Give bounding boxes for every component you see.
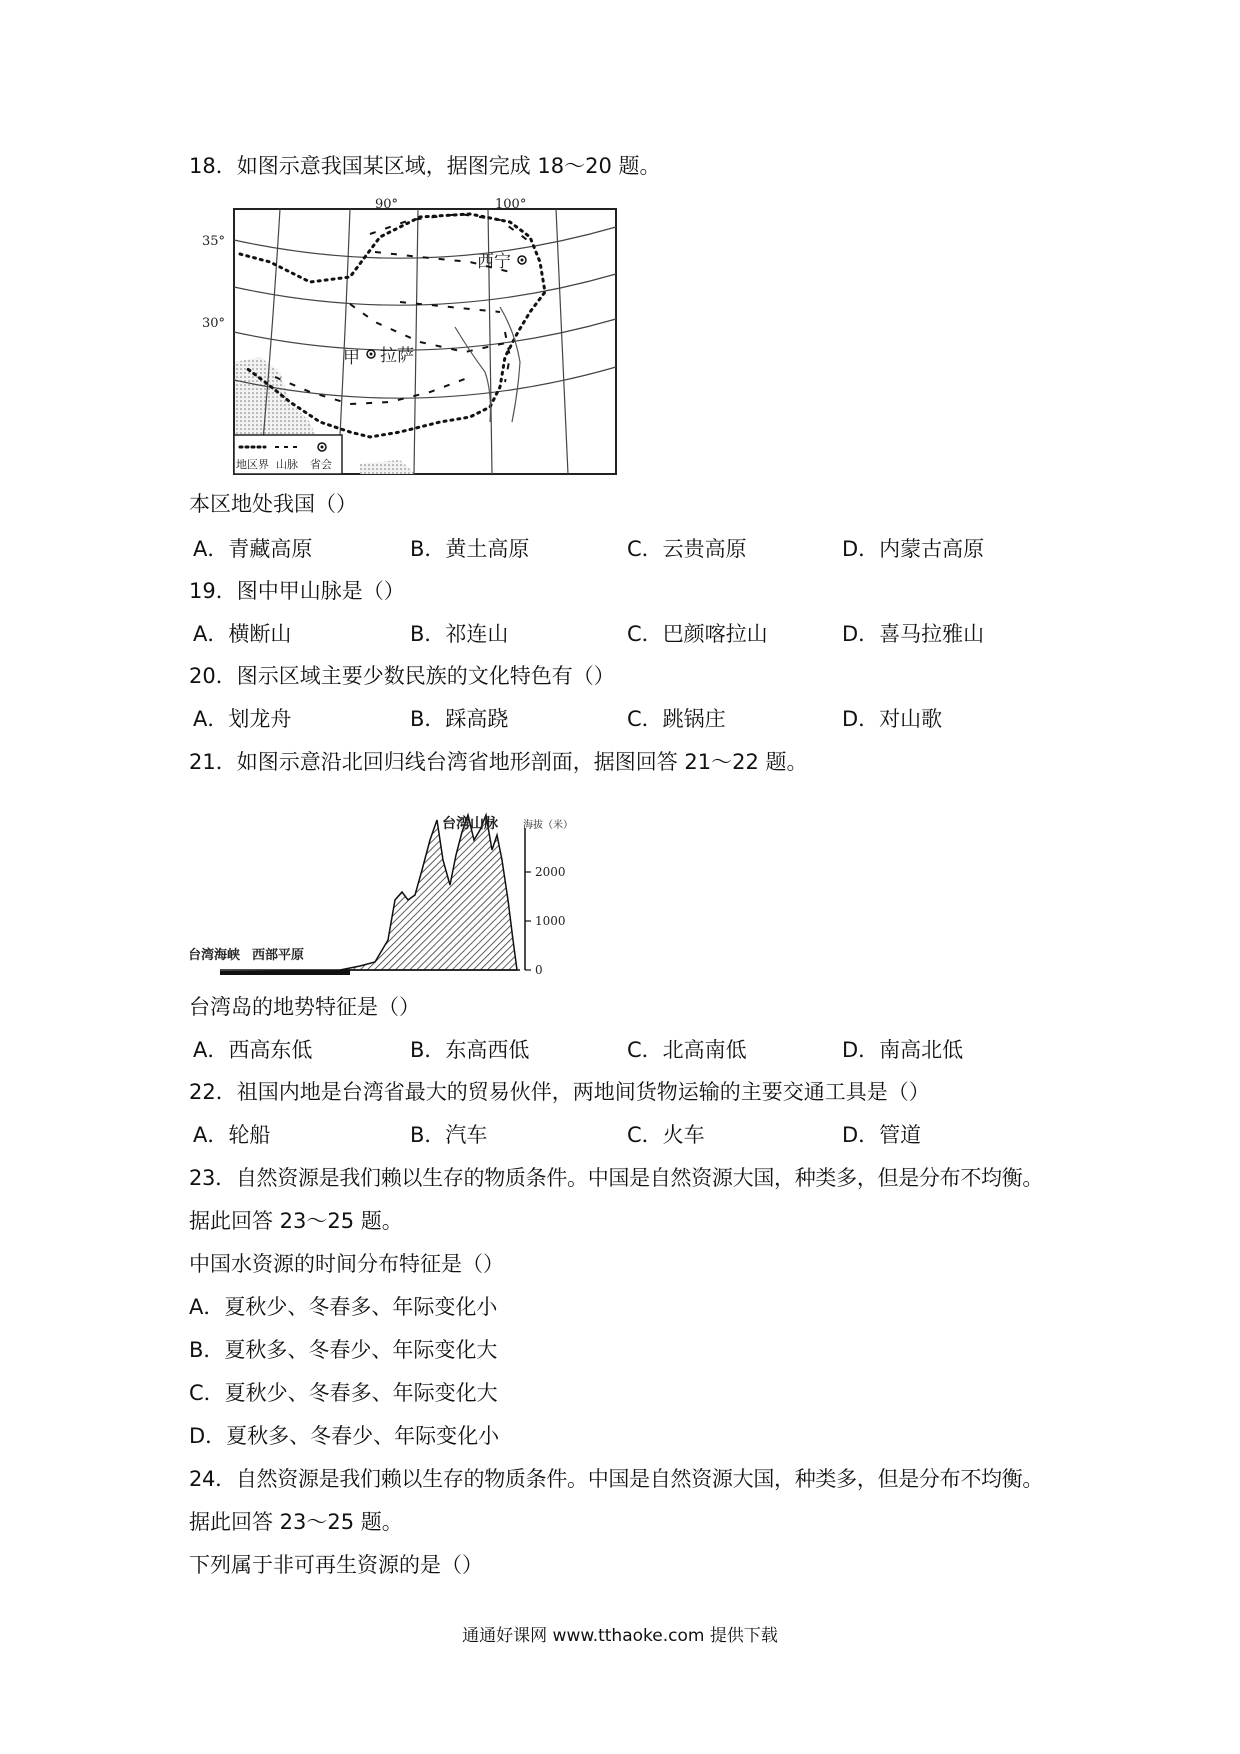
footer-text: 通通好课网 www.tthaoke.com 提供下载 [462, 1626, 778, 1646]
q23-option-d[interactable]: D．夏秋多、冬春少、年际变化小 [189, 1424, 500, 1448]
label-strait: 台湾海峡 [190, 948, 241, 963]
q21-option-a[interactable]: A．西高东低 [193, 1038, 313, 1062]
parallel-mid [234, 319, 616, 350]
lat-30-label: 30° [202, 316, 226, 331]
axis-title: 海拔（米） [523, 820, 573, 831]
q23-sub: 中国水资源的时间分布特征是（） [189, 1252, 504, 1276]
parallel-top [234, 227, 616, 258]
q19-stem: 19．图中甲山脉是（） [189, 579, 405, 603]
q19-option-b[interactable]: B．祁连山 [410, 622, 509, 646]
legend-capital-label: 省会 [310, 458, 332, 471]
q20-option-c[interactable]: C．跳锅庄 [627, 707, 726, 731]
label-plain: 西部平原 [252, 948, 305, 963]
q21-sub: 台湾岛的地势特征是（） [189, 995, 420, 1019]
q19-option-c[interactable]: C．巴颜喀拉山 [627, 622, 768, 646]
q22-option-b[interactable]: B．汽车 [410, 1123, 488, 1147]
q18-option-b[interactable]: B．黄土高原 [410, 537, 530, 561]
tick-1000: 1000 [535, 914, 566, 928]
q20-option-d[interactable]: D．对山歌 [842, 707, 943, 731]
q21-option-c[interactable]: C．北高南低 [627, 1038, 747, 1062]
q18-sub: 本区地处我国（） [189, 492, 357, 516]
q24-stem-line2: 据此回答 23～25 题。 [189, 1510, 403, 1534]
legend-boundary-label: 地区界 [236, 458, 269, 471]
q20-stem: 20．图示区域主要少数民族的文化特色有（） [189, 664, 615, 688]
tick-2000: 2000 [535, 865, 566, 879]
q22-stem: 22．祖国内地是台湾省最大的贸易伙伴，两地间货物运输的主要交通工具是（） [189, 1080, 930, 1104]
q18-option-c[interactable]: C．云贵高原 [627, 537, 747, 561]
q23-stem-line1: 23．自然资源是我们赖以生存的物质条件。中国是自然资源大国，种类多，但是分布不均衡。 [189, 1166, 1044, 1190]
q19-option-a[interactable]: A．横断山 [193, 622, 292, 646]
city-xining-label: 西宁 [477, 252, 511, 272]
q22-option-d[interactable]: D．管道 [842, 1123, 922, 1147]
parallel-30 [234, 367, 616, 398]
meridian-3 [488, 209, 492, 474]
legend-mountain-label: 山脉 [276, 458, 298, 471]
q24-sub: 下列属于非可再生资源的是（） [189, 1553, 483, 1577]
q20-option-a[interactable]: A．划龙舟 [193, 707, 292, 731]
q20-option-b[interactable]: B．踩高跷 [410, 707, 509, 731]
lon-100-label: 100° [495, 197, 527, 212]
q22-option-c[interactable]: C．火车 [627, 1123, 705, 1147]
taiwan-profile-svg [190, 800, 590, 980]
label-mountains: 台湾山脉 [442, 816, 498, 832]
taiwan-profile [190, 800, 590, 980]
tick-0: 0 [535, 963, 543, 977]
mountain-qilian [370, 214, 530, 242]
mountain-jia [275, 377, 470, 404]
q23-option-b[interactable]: B．夏秋多、冬春少、年际变化大 [189, 1338, 498, 1362]
lon-90-label: 90° [375, 197, 399, 212]
q23-option-a[interactable]: A．夏秋少、冬春多、年际变化小 [189, 1295, 498, 1319]
q21-option-d[interactable]: D．南高北低 [842, 1038, 964, 1062]
q21-stem: 21．如图示意沿北回归线台湾省地形剖面，据图回答 21～22 题。 [189, 750, 808, 774]
lat-35-label: 35° [202, 234, 226, 249]
city-lhasa-label: 拉萨 [380, 346, 414, 366]
q18-stem: 18．如图示意我国某区域，据图完成 18～20 题。 [189, 154, 661, 178]
region-map-svg [200, 192, 630, 477]
mountain-jia-label: 甲 [343, 348, 360, 368]
meridian-100 [556, 209, 568, 474]
q24-stem-line1: 24．自然资源是我们赖以生存的物质条件。中国是自然资源大国，种类多，但是分布不均衡。 [189, 1467, 1044, 1491]
q21-option-b[interactable]: B．东高西低 [410, 1038, 530, 1062]
region-map [200, 192, 630, 477]
q19-option-d[interactable]: D．喜马拉雅山 [842, 622, 985, 646]
lowland-south [360, 460, 415, 474]
q18-option-a[interactable]: A．青藏高原 [193, 537, 313, 561]
q22-option-a[interactable]: A．轮船 [193, 1123, 271, 1147]
q18-option-d[interactable]: D．内蒙古高原 [842, 537, 985, 561]
mountain-hengduan [505, 332, 510, 382]
q23-stem-line2: 据此回答 23～25 题。 [189, 1209, 403, 1233]
mountain-profile [340, 815, 517, 970]
q23-option-c[interactable]: C．夏秋少、冬春多、年际变化大 [189, 1381, 498, 1405]
meridian-90 [414, 209, 418, 474]
river-1 [455, 327, 490, 422]
